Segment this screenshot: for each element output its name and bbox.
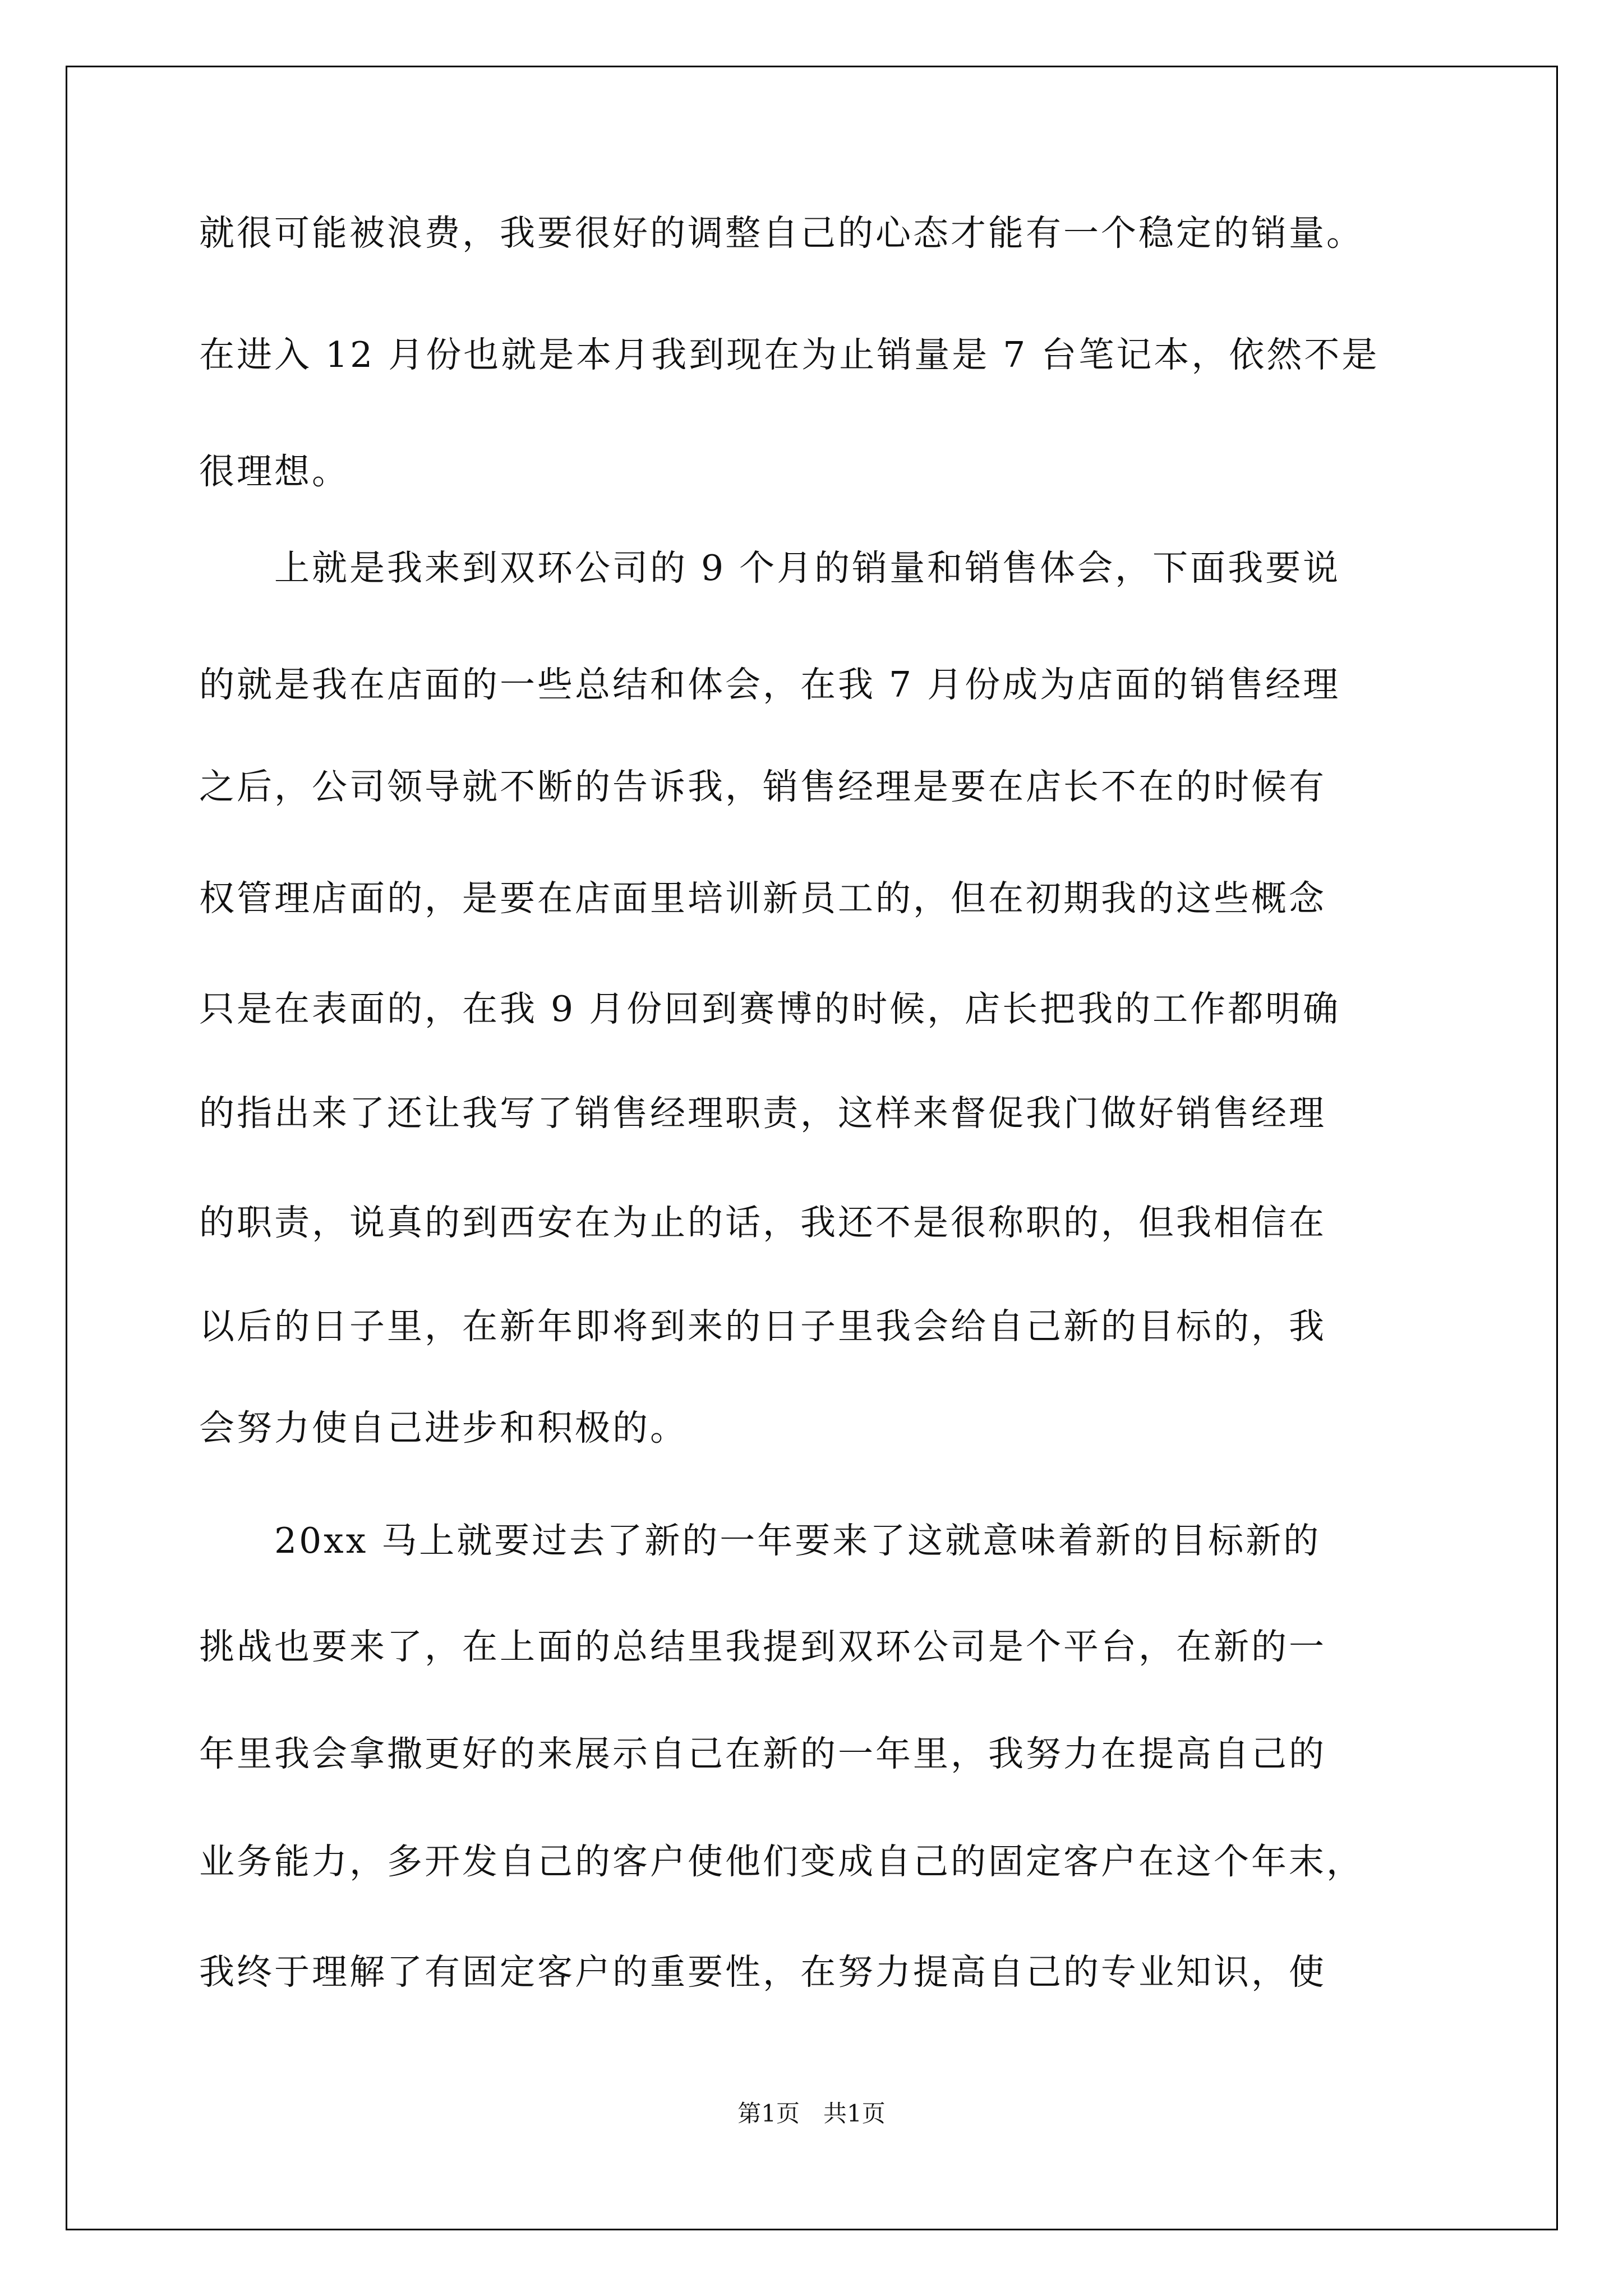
text-line-15: 年里我会拿撒更好的来展示自己在新的一年里，我努力在提高自己的 bbox=[199, 1733, 1326, 1774]
text-line-11: 以后的日子里，在新年即将到来的日子里我会给自己新的目标的，我 bbox=[199, 1306, 1326, 1347]
text-line-6: 之后，公司领导就不断的告诉我，销售经理是要在店长不在的时候有 bbox=[199, 766, 1326, 807]
text-line-3: 很理想。 bbox=[199, 451, 349, 492]
text-line-4: 上就是我来到双环公司的 9 个月的销量和销售体会，下面我要说 bbox=[199, 547, 1341, 588]
page-border bbox=[66, 66, 1558, 2230]
page-footer: 第1页 共1页 bbox=[737, 2100, 886, 2127]
text-line-17: 我终于理解了有固定客户的重要性，在努力提高自己的专业知识，使 bbox=[199, 1952, 1326, 1993]
text-line-7: 权管理店面的，是要在店面里培训新员工的，但在初期我的这些概念 bbox=[199, 878, 1326, 919]
text-line-16: 业务能力，多开发自己的客户使他们变成自己的固定客户在这个年末， bbox=[199, 1841, 1364, 1882]
text-line-9: 的指出来了还让我写了销售经理职责，这样来督促我门做好销售经理 bbox=[199, 1093, 1326, 1134]
text-line-13: 20xx 马上就要过去了新的一年要来了这就意味着新的目标新的 bbox=[199, 1520, 1321, 1561]
text-line-1: 就很可能被浪费，我要很好的调整自己的心态才能有一个稳定的销量。 bbox=[199, 213, 1364, 254]
text-line-14: 挑战也要来了，在上面的总结里我提到双环公司是个平台，在新的一 bbox=[199, 1626, 1326, 1667]
text-line-5: 的就是我在店面的一些总结和体会，在我 7 月份成为店面的销售经理 bbox=[199, 664, 1341, 705]
text-line-2: 在进入 12 月份也就是本月我到现在为止销量是 7 台笔记本，依然不是 bbox=[199, 334, 1380, 375]
text-line-10: 的职责，说真的到西安在为止的话，我还不是很称职的，但我相信在 bbox=[199, 1202, 1326, 1243]
text-line-12: 会努力使自己进步和积极的。 bbox=[199, 1407, 688, 1448]
text-line-8: 只是在表面的，在我 9 月份回到赛博的时候，店长把我的工作都明确 bbox=[199, 988, 1341, 1029]
